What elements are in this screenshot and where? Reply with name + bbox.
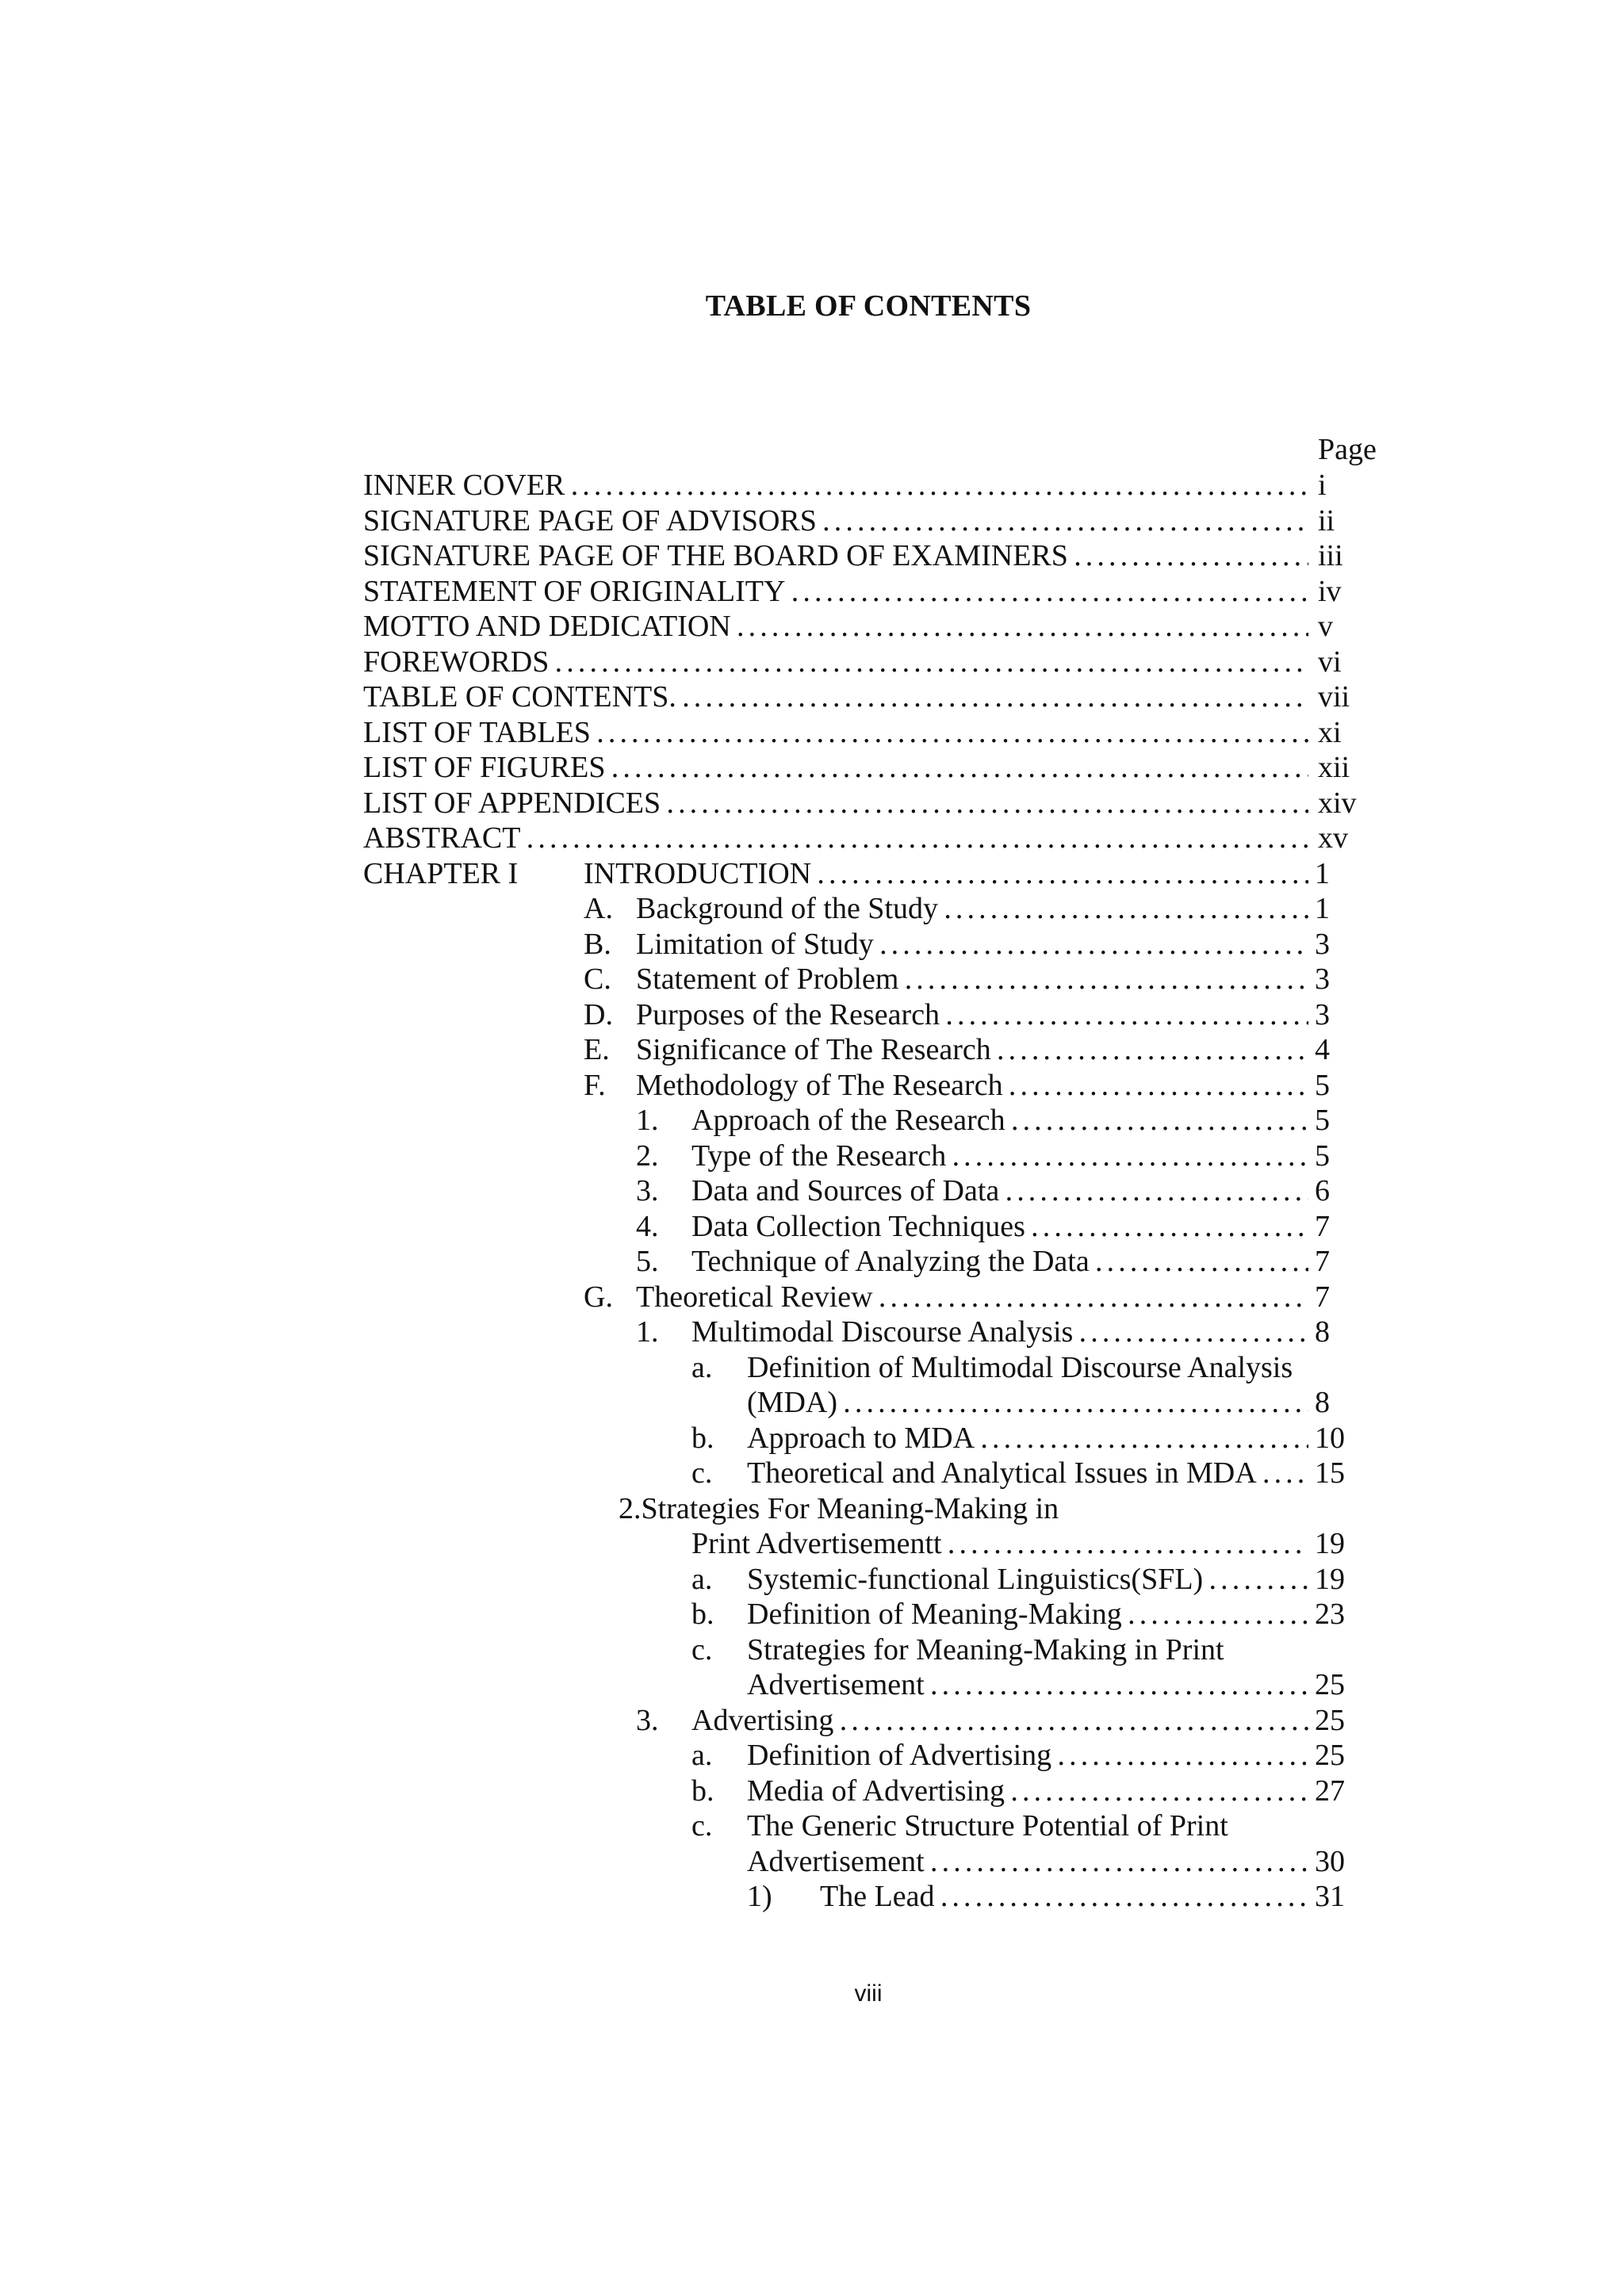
toc-entry-page: 31	[1315, 1880, 1345, 1913]
toc-entry-page: 25	[1315, 1703, 1345, 1737]
toc-entry-title: Advertising . . .	[691, 1703, 1308, 1738]
toc-entry-number: a.	[691, 1350, 713, 1384]
toc-entry	[0, 1280, 1624, 1314]
toc-entry	[0, 891, 1624, 926]
toc-entry-title: Advertisement . . .	[747, 1844, 1308, 1879]
toc-entry-number: b.	[691, 1598, 714, 1631]
footer-page-number: viii	[854, 1980, 883, 2007]
toc-entry-number: b.	[691, 1774, 714, 1808]
toc-entry	[0, 1703, 1624, 1738]
toc-entry-number: 1)	[747, 1880, 772, 1913]
toc-entry-title: Purposes of the Research . . .	[636, 997, 1308, 1032]
toc-entry-number: D.	[584, 997, 613, 1031]
toc-entry-number: b.	[691, 1421, 714, 1455]
toc-entry-title: Strategies for Meaning-Making in Print	[747, 1632, 1224, 1667]
toc-entry-number: B.	[584, 927, 611, 961]
toc-entry-number: a.	[691, 1562, 713, 1596]
toc-entry-title: ABSTRACT . . .	[363, 821, 1308, 855]
toc-entry	[0, 962, 1624, 997]
toc-entry-title: Limitation of Study . . .	[636, 927, 1308, 962]
toc-entry-page: xii	[1318, 751, 1350, 784]
toc-entry	[0, 856, 1624, 891]
toc-entry-title: Background of the Study . . .	[636, 891, 1308, 926]
toc-entry	[0, 1808, 1624, 1843]
toc-entry-page: 25	[1315, 1668, 1345, 1701]
toc-entry-title: Theoretical and Analytical Issues in MDA . . .	[747, 1456, 1308, 1490]
toc-entry	[0, 1350, 1624, 1385]
toc-entry-page: iv	[1318, 574, 1342, 608]
toc-entry-title: The Lead . . .	[820, 1879, 1308, 1914]
toc-entry-title: Definition of Meaning-Making . . .	[747, 1597, 1308, 1632]
toc-entry-page: 19	[1315, 1562, 1345, 1596]
toc-entry-number: c.	[691, 1456, 713, 1490]
toc-entry-page: 15	[1315, 1456, 1345, 1490]
toc-entry-number: 4.	[636, 1209, 659, 1243]
toc-entry-page: 1	[1315, 856, 1330, 890]
toc-entry-number: A.	[584, 892, 613, 925]
toc-entry-page: 1	[1315, 892, 1330, 925]
toc-entry	[0, 997, 1624, 1032]
toc-entry-title: SIGNATURE PAGE OF ADVISORS . . .	[363, 503, 1308, 538]
toc-entry-page: 5	[1315, 1138, 1330, 1173]
toc-entry	[0, 1879, 1624, 1914]
toc-entry-page: 27	[1315, 1774, 1345, 1808]
toc-entry-page: 3	[1315, 962, 1330, 996]
toc-entry-number: F.	[584, 1068, 606, 1102]
toc-entry-page: xiv	[1318, 786, 1357, 820]
toc-entry-number: E.	[584, 1033, 610, 1066]
toc-entry-title: Print Advertisementt . . .	[691, 1526, 1308, 1561]
toc-entry	[0, 1738, 1624, 1773]
toc-entry-title: 2.Strategies For Meaning-Making in	[619, 1491, 1059, 1525]
toc-entry-title: Type of the Research . . .	[691, 1138, 1308, 1173]
toc-entry	[0, 1103, 1624, 1138]
toc-entry-page: vii	[1318, 680, 1350, 714]
toc-entry-title: Advertisement . . .	[747, 1667, 1308, 1702]
toc-entry-title: The Generic Structure Potential of Print	[747, 1809, 1228, 1843]
toc-entry-number: 3.	[636, 1703, 659, 1737]
toc-entry-page: 7	[1315, 1280, 1330, 1314]
toc-entry-number: c.	[691, 1632, 713, 1667]
toc-entry	[0, 645, 1624, 679]
toc-entry	[0, 1774, 1624, 1808]
toc-entry-page: 7	[1315, 1209, 1330, 1243]
toc-entry	[0, 1597, 1624, 1632]
toc-entry	[0, 750, 1624, 785]
toc-entry-page: i	[1318, 469, 1327, 502]
toc-entry	[0, 821, 1624, 855]
toc-entry-page: iii	[1318, 539, 1343, 572]
toc-entry-number: G.	[584, 1280, 613, 1314]
toc-entry-page: 8	[1315, 1386, 1330, 1419]
toc-entry	[0, 609, 1624, 644]
toc-entry-number: 5.	[636, 1245, 659, 1278]
toc-entry	[0, 786, 1624, 821]
toc-entry	[0, 1209, 1624, 1244]
toc-entry	[0, 1421, 1624, 1456]
toc-entry	[0, 1173, 1624, 1208]
toc-entry-page: 19	[1315, 1527, 1345, 1560]
toc-entry-title: Technique of Analyzing the Data . . .	[691, 1244, 1308, 1279]
toc-entry	[0, 1314, 1624, 1349]
toc-entry	[0, 1032, 1624, 1067]
toc-entry-page: 5	[1315, 1068, 1330, 1102]
toc-entry-title: Significance of The Research . . .	[636, 1032, 1308, 1067]
toc-entry-title: Methodology of The Research . . .	[636, 1068, 1308, 1103]
toc-entry	[0, 1456, 1624, 1490]
toc-entry-page: 6	[1315, 1174, 1330, 1207]
toc-entry	[0, 1667, 1624, 1702]
toc-entry-title: SIGNATURE PAGE OF THE BOARD OF EXAMINERS . . .	[363, 538, 1308, 573]
toc-entry-title: (MDA) . . .	[747, 1385, 1308, 1420]
toc-entry	[0, 927, 1624, 962]
toc-entry-page: 10	[1315, 1421, 1345, 1455]
toc-entry-page: 25	[1315, 1739, 1345, 1772]
toc-entry-page: vi	[1318, 645, 1342, 679]
toc-entry-title: STATEMENT OF ORIGINALITY . . .	[363, 574, 1308, 609]
toc-entry-title: Theoretical Review . . .	[636, 1280, 1308, 1314]
toc-entry-title: Approach to MDA . . .	[747, 1421, 1308, 1456]
toc-entry	[0, 679, 1624, 714]
toc-entry-title: Definition of Advertising . . .	[747, 1738, 1308, 1773]
toc-entry	[0, 1526, 1624, 1561]
toc-chapter-label: CHAPTER I	[363, 856, 519, 890]
toc-entry	[0, 715, 1624, 750]
toc-entry	[0, 1562, 1624, 1597]
toc-entry-page: 3	[1315, 997, 1330, 1031]
toc-entry-page: xv	[1318, 821, 1348, 855]
toc-entry	[0, 1491, 1624, 1526]
toc-entry-number: C.	[584, 962, 611, 996]
toc-entry-page: xi	[1318, 715, 1342, 749]
toc-entry-number: 1.	[636, 1104, 659, 1137]
toc-entry-page: ii	[1318, 503, 1335, 538]
toc-entry-title: Multimodal Discourse Analysis . . .	[691, 1314, 1308, 1349]
toc-entry-title: INTRODUCTION . . .	[584, 856, 1308, 891]
page-column-label: Page	[1318, 433, 1377, 466]
toc-entry-title: Definition of Multimodal Discourse Analysis	[747, 1350, 1293, 1384]
toc-entry-title: Systemic-functional Linguistics(SFL) . . .	[747, 1562, 1308, 1597]
toc-entry-title: Data and Sources of Data . . .	[691, 1173, 1308, 1208]
toc-entry-title: Media of Advertising . . .	[747, 1774, 1308, 1808]
toc-entry	[0, 1844, 1624, 1879]
toc-entry-number: 1.	[636, 1315, 659, 1349]
toc-entry-title: LIST OF APPENDICES . . .	[363, 786, 1308, 821]
toc-entry-page: 3	[1315, 927, 1330, 961]
toc-entry-page: 4	[1315, 1033, 1330, 1066]
toc-entry-title: Statement of Problem . . .	[636, 962, 1308, 997]
toc-entry-title: LIST OF TABLES . . .	[363, 715, 1308, 750]
page-title: TABLE OF CONTENTS	[705, 289, 1032, 323]
toc-entry-page: 30	[1315, 1844, 1345, 1878]
toc-entry	[0, 1138, 1624, 1173]
toc-entry-page: 23	[1315, 1598, 1345, 1631]
toc-entry-title: LIST OF FIGURES . . .	[363, 750, 1308, 785]
toc-entry-number: a.	[691, 1739, 713, 1772]
toc-entry	[0, 1632, 1624, 1667]
toc-entry-page: v	[1318, 610, 1333, 643]
toc-entry-title: Data Collection Techniques . . .	[691, 1209, 1308, 1244]
toc-entry	[0, 468, 1624, 503]
toc-entry-page: 5	[1315, 1104, 1330, 1137]
toc-entry-title: MOTTO AND DEDICATION . . .	[363, 609, 1308, 644]
toc-entry-page: 8	[1315, 1315, 1330, 1349]
toc-entry-title: TABLE OF CONTENTS. . . .	[363, 679, 1308, 714]
toc-entry-title: FOREWORDS . . .	[363, 645, 1308, 679]
toc-entry-title: INNER COVER . . .	[363, 468, 1308, 503]
toc-entry-number: c.	[691, 1809, 713, 1843]
toc-entry	[0, 503, 1624, 538]
toc-entry-title: Approach of the Research . . .	[691, 1103, 1308, 1138]
toc-entry-number: 2.	[636, 1138, 659, 1173]
toc-entry	[0, 538, 1624, 573]
toc-entry-number: 3.	[636, 1174, 659, 1207]
toc-entry	[0, 1068, 1624, 1103]
toc-entry	[0, 1244, 1624, 1279]
toc-entry	[0, 574, 1624, 609]
toc-entry-page: 7	[1315, 1245, 1330, 1278]
toc-entry	[0, 1385, 1624, 1420]
